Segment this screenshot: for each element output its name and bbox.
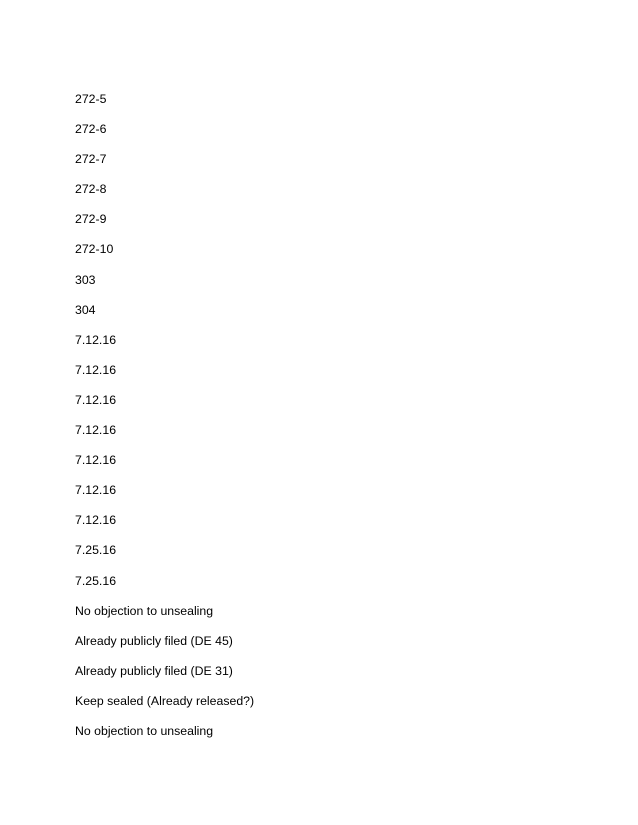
text-line: 272-9 — [75, 212, 107, 227]
text-line: 7.12.16 — [75, 513, 117, 528]
text-line: 7.12.16 — [75, 362, 117, 377]
text-line: 7.12.16 — [75, 453, 117, 468]
text-line: 272-10 — [75, 242, 114, 257]
text-line: 7.12.16 — [75, 423, 117, 438]
text-line: 304 — [75, 302, 96, 317]
text-line-list — [75, 91, 254, 753]
text-line: 272-5 — [75, 92, 107, 106]
text-line: Already publicly filed (DE 31) — [75, 663, 233, 678]
text-line: 7.25.16 — [75, 543, 117, 558]
text-line: No objection to unsealing — [75, 723, 214, 738]
text-line: 272-6 — [75, 122, 107, 137]
text-line: 272-8 — [75, 182, 107, 197]
text-line: 7.25.16 — [75, 573, 117, 588]
text-line: 7.12.16 — [75, 483, 117, 498]
text-line: 7.12.16 — [75, 392, 117, 407]
text-line: 303 — [75, 272, 96, 287]
text-line: Keep sealed (Already released?) — [75, 693, 255, 708]
text-line: No objection to unsealing — [75, 603, 214, 618]
text-line: 7.12.16 — [75, 332, 117, 347]
text-line: Already publicly filed (DE 45) — [75, 633, 233, 648]
text-line: 272-7 — [75, 152, 107, 167]
